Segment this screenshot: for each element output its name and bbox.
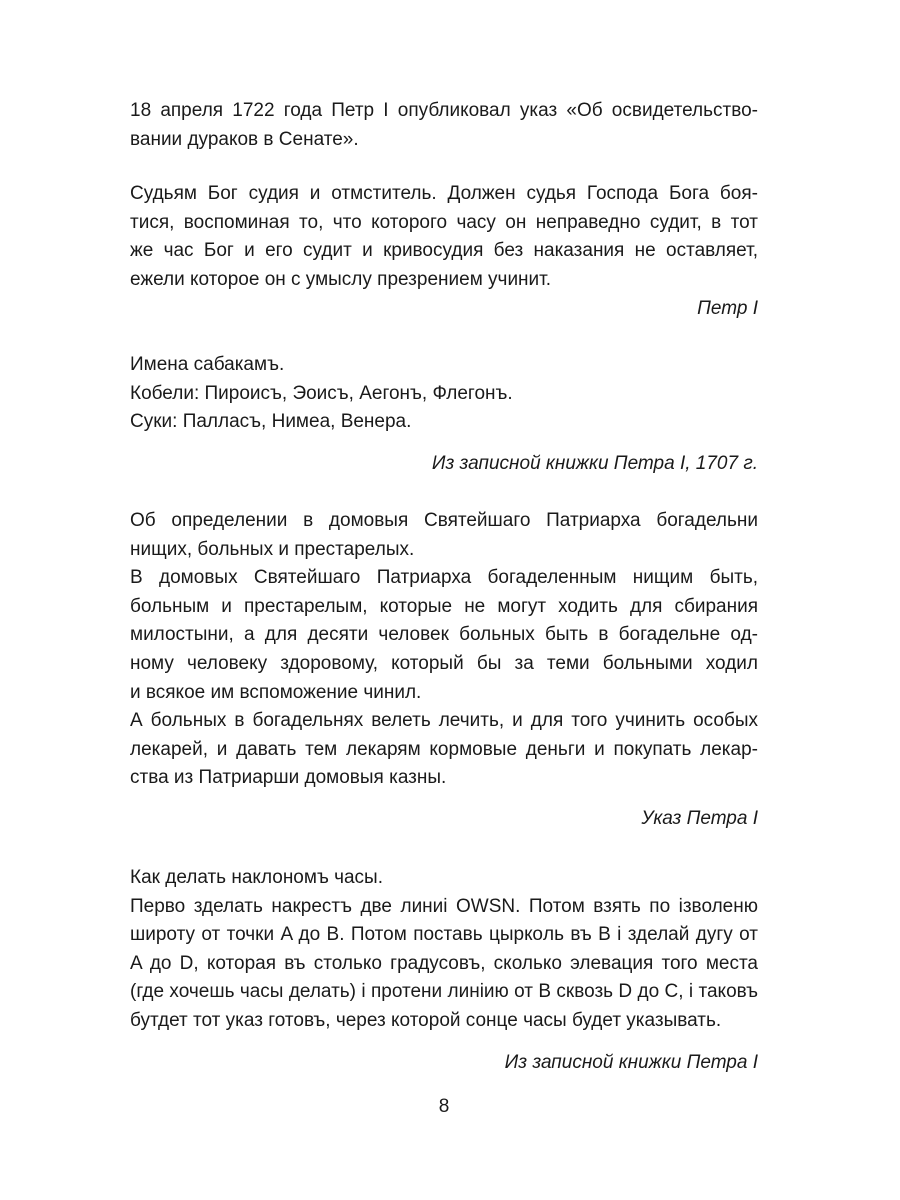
text-line: 18 апреля 1722 года Петр I опубликовал указ «Об освидетельство- [130,100,758,121]
text-line: бутдет тот указ готовъ, через которой сонце часы будет указывать. [130,1009,722,1031]
text-line: нищих, больных и престарелых. [130,538,415,560]
text-line: А больных в богадельнях велеть лечить, и для того учинить особых [130,710,758,732]
quote-attribution: Указ Петра I [641,807,758,829]
text-line: Имена сабакамъ. [130,354,285,375]
quote-attribution: Из записной книжки Петра I, 1707 г. [431,452,758,474]
text-line: ному человеку здоровому, который бы за теми больными ходил [130,652,758,674]
text-line: A до D, которая въ столько градусовъ, сколько элевация того места [130,952,758,974]
text-line: Кобели: Пироисъ, Эоисъ, Аегонъ, Флегонъ. [130,382,513,404]
text-line: Суки: Палласъ, Нимеа, Венера. [130,411,412,433]
section-almshouse-decree [130,507,758,834]
text-line: Об определении в домовыя Святейшаго Патриарха богадельни [130,510,758,531]
text-line: В домовых Святейшаго Патриарха богаделенным нищим быть, [130,567,758,589]
text-line: широту от точки A до B. Потом поставь цыркoль въ B і зделай дугу от [130,924,758,946]
text-line: (где хочешь часы делать) і протени линіию от B сквозь D до C, і таковъ [130,981,758,1003]
section-sundial-notes [130,864,758,1077]
section-senate-decree [130,97,758,154]
text-line: и всякое им вспоможение чинил. [130,681,422,703]
quote-attribution: Из записной книжки Петра I [504,1051,758,1073]
text-line: ства из Патриарши домовыя казны. [130,767,447,789]
text-line: Как делать наклономъ часы. [130,867,383,888]
text-line: лекарей, и давать тем лекарям кормовые деньги и покупать лекар- [130,738,758,760]
text-line: ежели которое он с умыслу презрением учинит. [130,268,552,290]
text-line: вании дураков в Сенате». [130,128,359,150]
text-line: больным и престарелым, которые не могут ходить для сбирания [130,595,758,617]
text-line: Судьям Бог судия и отмститель. Должен судья Господа Бога боя- [130,183,758,204]
section-dog-names [130,351,758,478]
text-line: Перво зделать накрестъ две линиі OWSN. Потом взять по ізволеню [130,895,758,917]
section-judges-quote [130,180,758,324]
text-line: милостыни, а для десяти человек больных быть в богадельне од- [130,624,758,646]
text-line: же час Бог и его судит и кривосудия без наказания не оставляет, [130,240,758,262]
text-line: тися, воспоминая то, что которого часу он неправедно судит, в тот [130,211,758,233]
page-number: 8 [438,1096,450,1117]
book-page [130,0,758,1200]
quote-attribution: Петр I [697,298,758,320]
